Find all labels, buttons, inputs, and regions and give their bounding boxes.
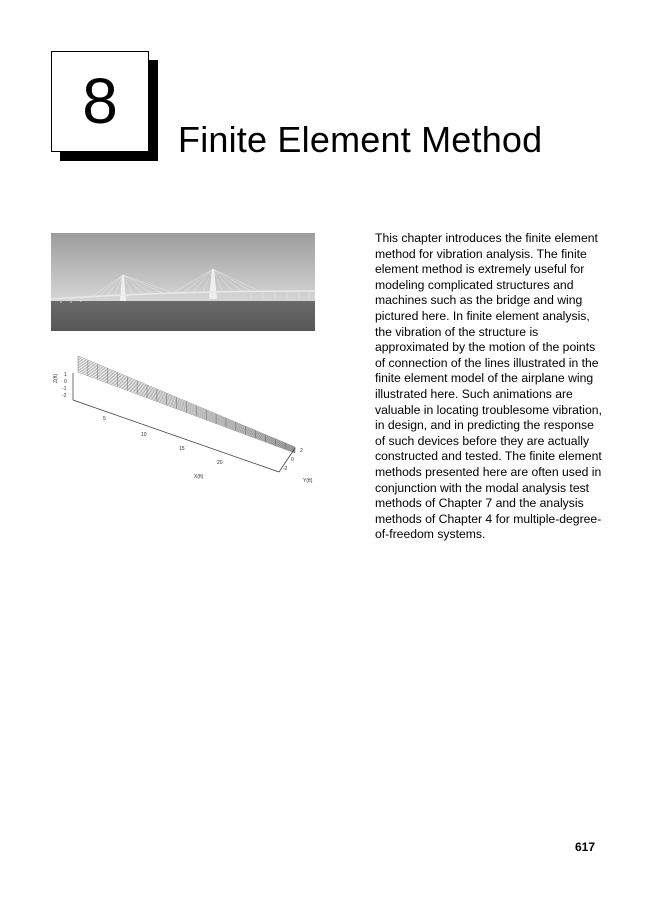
- bridge-water: [51, 301, 315, 331]
- z-tick-neg1: -1: [62, 386, 67, 392]
- wing-mesh-spar: [78, 356, 295, 447]
- wing-mesh-spar: [78, 364, 295, 450]
- chapter-title: Finite Element Method: [178, 119, 543, 160]
- chapter-number-box: [51, 51, 149, 152]
- wing-mesh-spar: [78, 367, 295, 451]
- wing-axes: [73, 373, 295, 472]
- wing-mesh-spar: [78, 362, 295, 449]
- chapter-number: 8: [82, 65, 118, 137]
- wing-mesh-spar: [78, 361, 295, 449]
- bridge-photo: [51, 233, 315, 331]
- wing-mesh-spar: [78, 366, 295, 451]
- z-tick-neg2: -2: [62, 393, 67, 399]
- y-tick-2: 2: [300, 448, 303, 454]
- y-tick-neg2: -2: [283, 466, 288, 472]
- page-number: 617: [575, 840, 596, 854]
- z-axis-label: Z(ft): [53, 373, 59, 383]
- y-axis-label: Y(ft): [303, 478, 313, 484]
- y-tick-0: 0: [291, 457, 294, 463]
- wing-mesh-spar: [78, 359, 295, 448]
- wing-model-plot: [51, 350, 321, 490]
- x-tick-5: 5: [103, 416, 106, 422]
- wing-mesh-spar: [78, 358, 295, 448]
- x-tick-15: 15: [179, 446, 185, 452]
- x-tick-10: 10: [141, 432, 147, 438]
- z-tick-1: 1: [64, 372, 67, 378]
- wing-mesh: [78, 356, 295, 453]
- x-tick-20: 20: [217, 460, 223, 466]
- wing-mesh-spar: [78, 370, 295, 452]
- x-axis-label: X(ft): [194, 474, 204, 480]
- z-tick-0: 0: [64, 379, 67, 385]
- wing-mesh-spar: [78, 372, 295, 453]
- chapter-intro-text: This chapter introduces the finite element method for vibration analysis. The finite element method is extremely useful for modeling complicated structures and machines such as the bridge and wing pictured here. In finite element analysis, the vibration of the structure is approximated by the motion of the points of connection of the lines illustrated in the finite element model of the airplane wing illustrated here. Such animations are valuable in locating troublesome vibration, in design, and in predicting the response of such devices before they are actually constructed and tested. The finite element methods presented here are often used in conjunction with the modal analysis test methods of Chapter 7 and the analysis methods of Chapter 4 for multiple-degree-of-freedom systems.: [375, 231, 602, 542]
- x-axis-line: [73, 400, 279, 472]
